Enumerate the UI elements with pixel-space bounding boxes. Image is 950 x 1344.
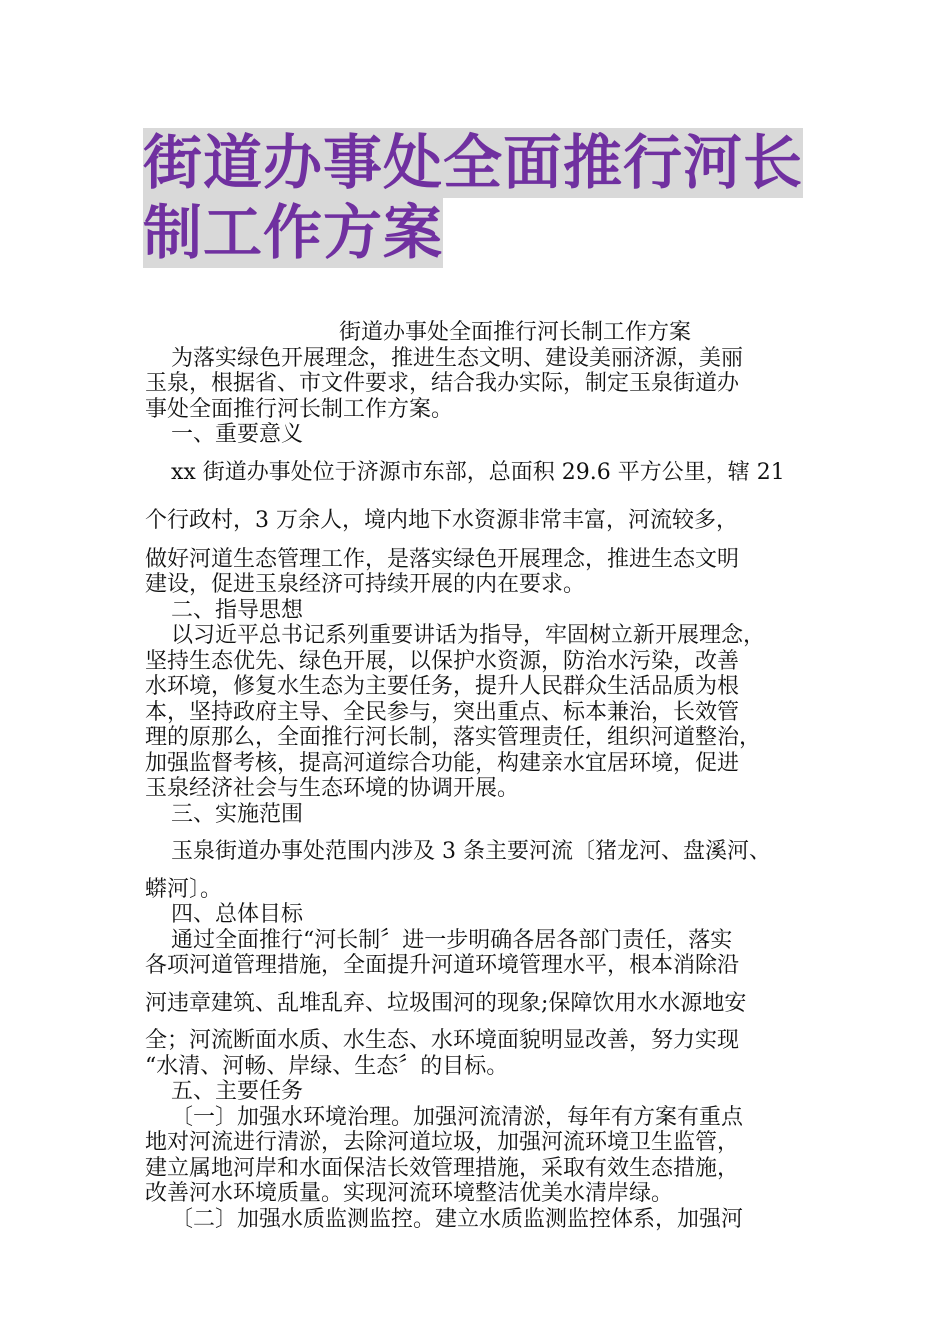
paragraph-line: 建设，促进玉泉经济可持续开展的内在要求。 xyxy=(145,572,586,597)
section-heading: 三、实施范围 xyxy=(171,801,304,827)
paragraph-line: “水清、河畅、岸绿、生态〞的目标。 xyxy=(145,1053,509,1079)
paragraph-line: 个行政村，3 万余人，境内地下水资源非常丰富，河流较多， xyxy=(145,508,738,533)
paragraph-line: 理的原那么，全面推行河长制，落实管理责任，组织河道整治， xyxy=(145,725,762,750)
document-title xyxy=(143,128,823,268)
document-subtitle: 街道办事处全面推行河长制工作方案 xyxy=(338,320,691,345)
paragraph-line: 〔一〕加强水环境治理。加强河流清淤，每年有方案有重点 xyxy=(171,1104,744,1130)
section-heading: 二、指导思想 xyxy=(171,597,304,623)
paragraph-line: 玉泉街道办事处范围内涉及 3 条主要河流〔猪龙河、盘溪河、 xyxy=(171,839,771,864)
title-line-2: 制工作方案 xyxy=(143,198,444,267)
section-heading: 四、总体目标 xyxy=(171,902,304,927)
paragraph-line: 以习近平总书记系列重要讲话为指导，牢固树立新开展理念， xyxy=(171,623,766,648)
document-body xyxy=(145,320,830,1232)
section-heading: 一、重要意义 xyxy=(171,422,304,447)
paragraph-line: 坚持生态优先、绿色开展，以保护水资源，防治水污染，改善 xyxy=(145,648,740,674)
paragraph-line: 水环境，修复水生态为主要任务，提升人民群众生活品质为根 xyxy=(145,674,740,699)
paragraph-line: 河违章建筑、乱堆乱弃、垃圾围河的现象;保障饮用水水源地安 xyxy=(145,990,747,1016)
section-heading: 五、主要任务 xyxy=(171,1079,304,1104)
paragraph-line: 建立属地河岸和水面保洁长效管理措施，采取有效生态措施， xyxy=(145,1155,740,1181)
paragraph-line: 地对河流进行清淤，去除河道垃圾，加强河流环境卫生监管， xyxy=(145,1130,740,1155)
paragraph-line: 事处全面推行河长制工作方案。 xyxy=(145,396,454,422)
paragraph-line: 玉泉经济社会与生态环境的协调开展。 xyxy=(145,776,520,801)
paragraph-line: 改善河水环境质量。实现河流环境整洁优美水清岸绿。 xyxy=(145,1181,674,1206)
paragraph-line: 全；河流断面水质、水生态、水环境面貌明显改善，努力实现 xyxy=(145,1028,740,1053)
paragraph-line: 为落实绿色开展理念，推进生态文明、建设美丽济源，美丽 xyxy=(171,345,744,371)
paragraph-line: 做好河道生态管理工作，是落实绿色开展理念，推进生态文明 xyxy=(145,546,740,572)
title-line-1: 街道办事处全面推行河长 xyxy=(143,128,804,197)
paragraph-line: 蟒河〕。 xyxy=(145,876,223,902)
paragraph-line: 玉泉，根据省、市文件要求，结合我办实际，制定玉泉街道办 xyxy=(145,371,740,396)
paragraph-line: xx 街道办事处位于济源市东部，总面积 29.6 平方公里，辖 21 xyxy=(171,459,785,485)
paragraph-line: 通过全面推行“河长制〞进一步明确各居各部门责任，落实 xyxy=(171,927,733,953)
paragraph-line: 〔二〕加强水质监测监控。建立水质监测监控体系，加强河 xyxy=(171,1206,744,1232)
paragraph-line: 本，坚持政府主导、全民参与，突出重点、标本兼治，长效管 xyxy=(145,699,740,725)
paragraph-line: 加强监督考核，提高河道综合功能，构建亲水宜居环境，促进 xyxy=(145,750,740,776)
paragraph-line: 各项河道管理措施，全面提升河道环境管理水平，根本消除沿 xyxy=(145,953,740,978)
